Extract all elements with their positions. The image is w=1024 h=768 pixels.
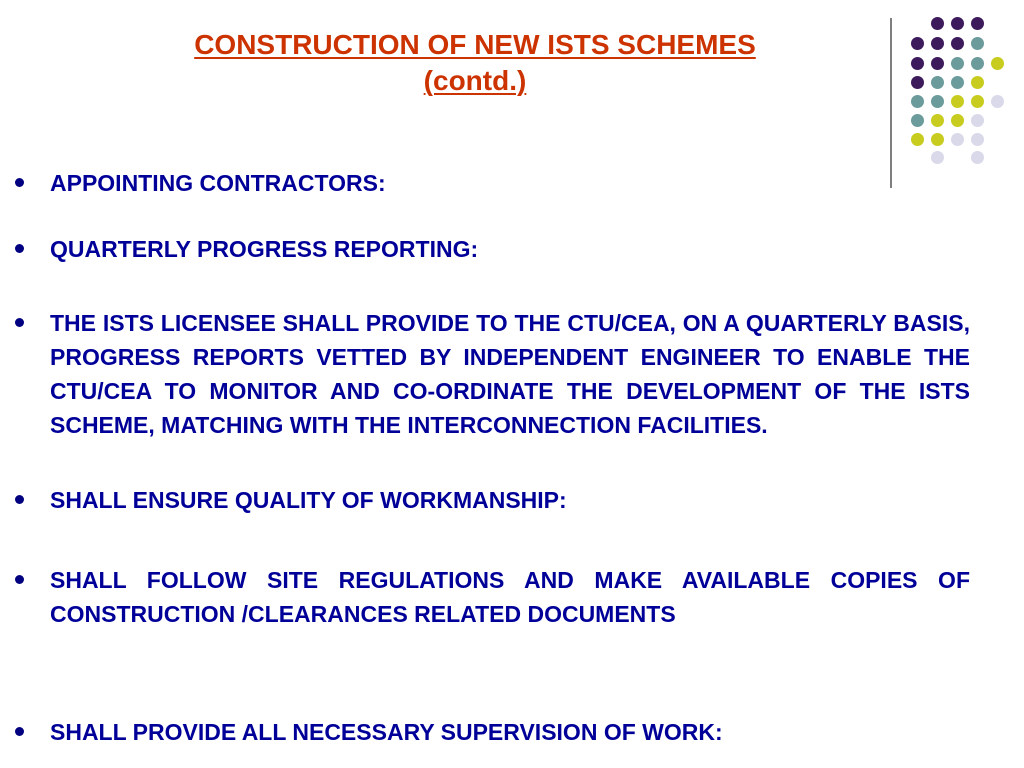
decorative-dot <box>951 114 964 127</box>
bullet-dot <box>15 318 24 327</box>
decorative-dot <box>931 133 944 146</box>
decorative-dot <box>971 17 984 30</box>
decorative-dot <box>971 57 984 70</box>
decorative-dot <box>931 95 944 108</box>
title-line-2: (contd.) <box>423 65 527 96</box>
decorative-dot <box>951 37 964 50</box>
bullet-text: SHALL FOLLOW SITE REGULATIONS AND MAKE AVAILABLE COPIES OF CONSTRUCTION /CLEARANCES RELATED DOCUMENTS <box>50 567 970 627</box>
bullet-dot <box>15 495 24 504</box>
decorative-dot <box>991 57 1004 70</box>
bullet-dot <box>15 575 24 584</box>
decorative-dot <box>931 57 944 70</box>
decorative-dot <box>911 95 924 108</box>
decorative-dot <box>931 114 944 127</box>
decorative-dot <box>931 37 944 50</box>
decorative-dot <box>971 114 984 127</box>
decorative-dot <box>951 95 964 108</box>
bullet-text: QUARTERLY PROGRESS REPORTING: <box>50 236 479 262</box>
decorative-dot <box>911 57 924 70</box>
title-line-1: CONSTRUCTION OF NEW ISTS SCHEMES <box>194 29 756 60</box>
decorative-dot <box>931 151 944 164</box>
bullet-dot <box>15 244 24 253</box>
decorative-dot <box>991 95 1004 108</box>
bullet-text: SHALL ENSURE QUALITY OF WORKMANSHIP: <box>50 487 567 513</box>
decorative-dot <box>971 133 984 146</box>
slide-title <box>100 27 850 99</box>
decorative-dot <box>911 114 924 127</box>
bullet-text: APPOINTING CONTRACTORS: <box>50 170 386 196</box>
decorative-dot <box>971 151 984 164</box>
decorative-dot <box>971 76 984 89</box>
bullet-text: THE ISTS LICENSEE SHALL PROVIDE TO THE CTU/CEA, ON A QUARTERLY BASIS, PROGRESS REPORTS VETTED BY INDEPENDENT ENGINEER TO ENABLE THE CTU/CEA TO MONITOR AND CO-ORDINATE THE DEVELOPMENT OF THE ISTS SCHEME, MATCHING WITH THE INTERCONNECTION FACILITIES. <box>50 310 970 438</box>
decorative-dot <box>951 17 964 30</box>
decorative-dot <box>951 133 964 146</box>
bullet-dot <box>15 727 24 736</box>
decorative-dot <box>911 133 924 146</box>
decorative-dot <box>951 57 964 70</box>
decorative-dot <box>971 95 984 108</box>
decorative-dot <box>971 37 984 50</box>
decorative-dot <box>951 76 964 89</box>
vertical-divider <box>890 18 892 188</box>
decorative-dot <box>911 37 924 50</box>
bullet-text: SHALL PROVIDE ALL NECESSARY SUPERVISION OF WORK: <box>50 719 723 745</box>
decorative-dot <box>911 76 924 89</box>
decorative-dot <box>931 17 944 30</box>
bullet-dot <box>15 178 24 187</box>
decorative-dot <box>931 76 944 89</box>
